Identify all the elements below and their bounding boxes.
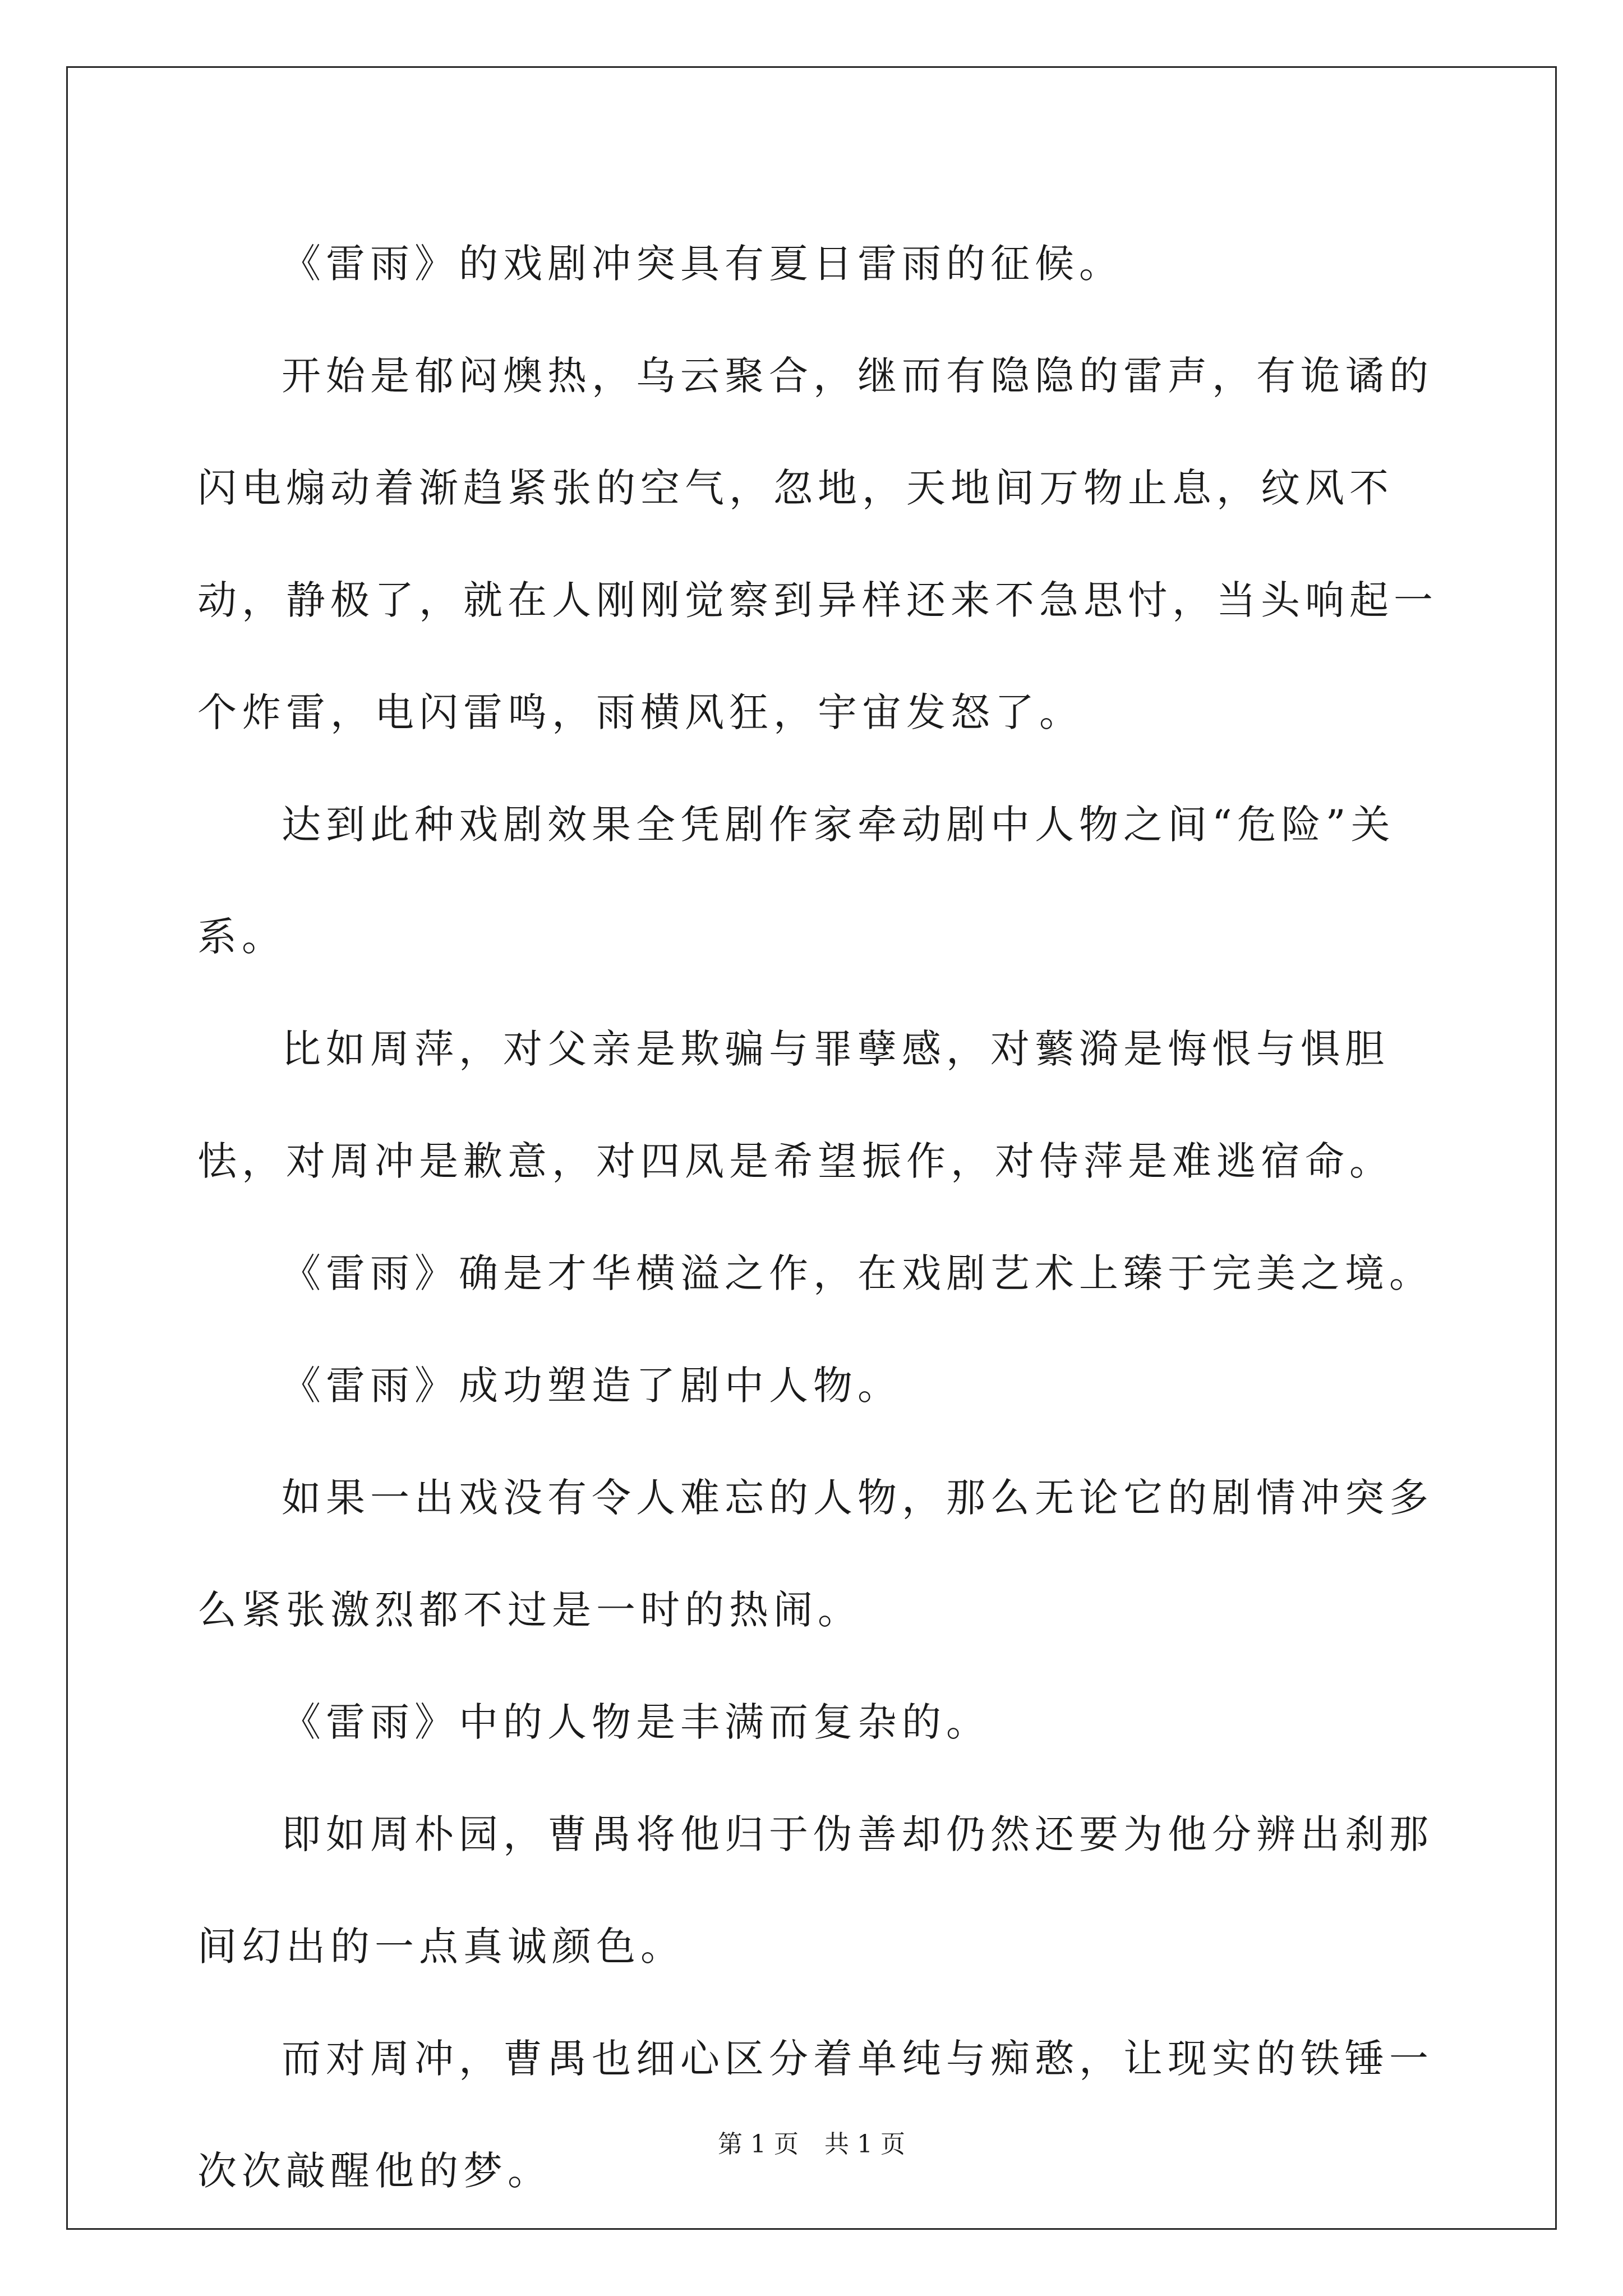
paragraph: 《雷雨》成功塑造了剧中人物。: [282, 1363, 902, 1409]
paragraph: 《雷雨》确是才华横溢之作，在戏剧艺术上臻于完美之境。: [282, 1250, 1433, 1296]
paragraph: 《雷雨》中的人物是丰满而复杂的。: [282, 1699, 990, 1745]
paragraph: 《雷雨》的戏剧冲突具有夏日雷雨的征候。: [282, 241, 1123, 287]
document-body: [197, 208, 1459, 2227]
paragraph: 达到此种戏剧效果全凭剧作家牵动剧中人物之间“危险”关系。: [197, 802, 1395, 960]
paragraph: 如果一出戏没有令人难忘的人物，那么无论它的剧情冲突多么紧张激烈都不过是一时的热闹。: [197, 1475, 1433, 1633]
paragraph: 而对周冲，曹禺也细心区分着单纯与痴憨，让现实的铁锤一次次敲醒他的梦。: [197, 2036, 1433, 2194]
page-footer: [0, 2128, 1623, 2161]
paragraph: 比如周萍，对父亲是欺骗与罪孽感，对蘩漪是悔恨与惧胆怯，对周冲是歉意，对四凤是希望振作，对侍萍是难逃宿命。: [197, 1026, 1394, 1184]
paragraph: 即如周朴园，曹禺将他归于伪善却仍然还要为他分辨出刹那间幻出的一点真诚颜色。: [197, 1811, 1433, 1970]
page-total: 共 1 页: [824, 2130, 905, 2159]
paragraph: 开始是郁闷燠热，乌云聚合，继而有隐隐的雷声，有诡谲的闪电煽动着渐趋紧张的空气，忽地，天地间万物止息，纹风不动，静极了，就在人刚刚觉察到异样还来不急思忖，当头响起一个炸雷，电闪雷鸣，雨横风狂，宇宙发怒了。: [197, 353, 1438, 735]
page-number: 第 1 页: [718, 2130, 799, 2159]
